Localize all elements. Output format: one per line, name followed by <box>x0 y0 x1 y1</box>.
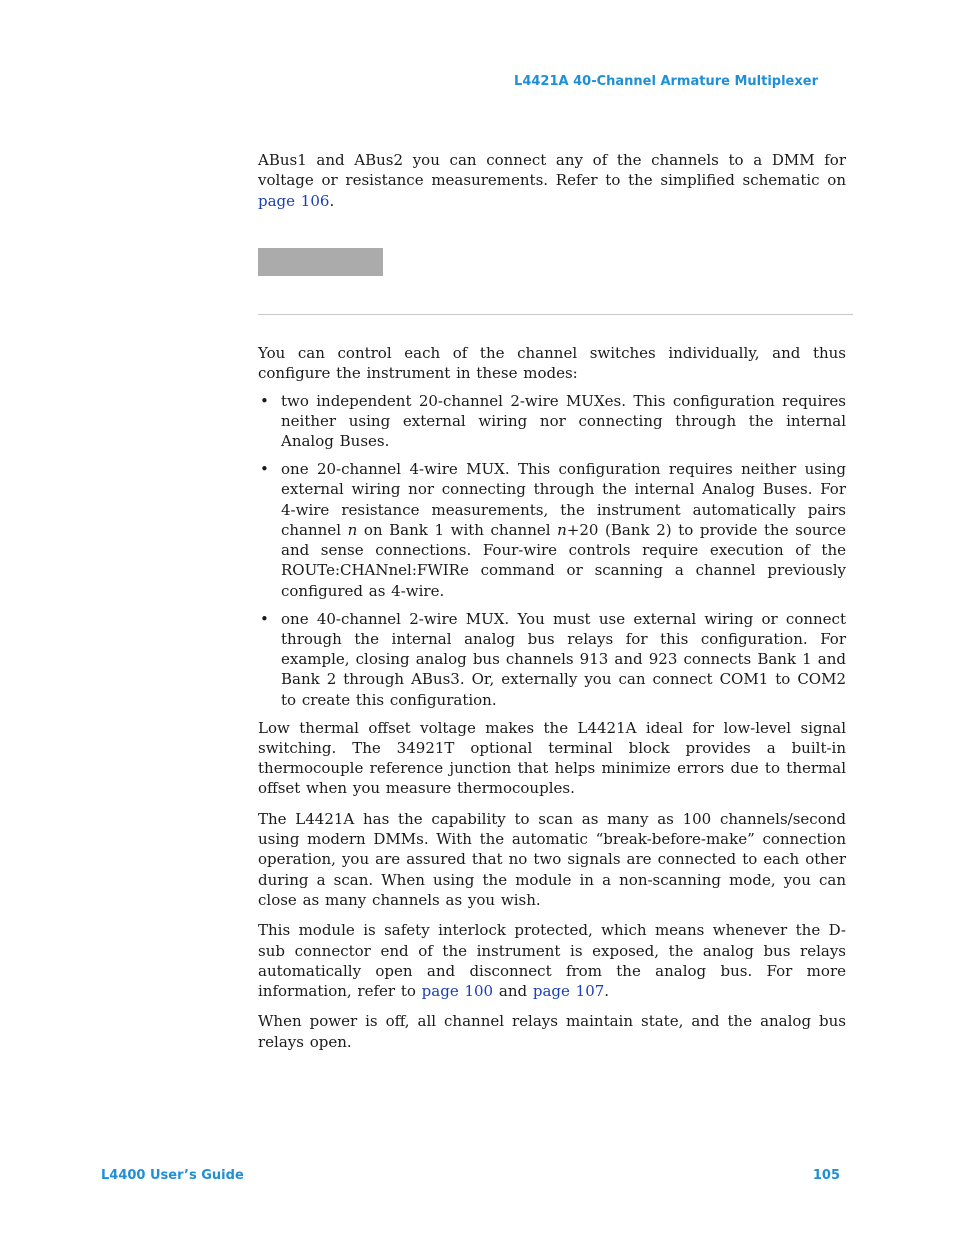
bullet-icon: • <box>260 459 269 478</box>
bullet-icon: • <box>260 391 269 410</box>
footer-page-number: 105 <box>812 1168 840 1183</box>
running-header: L4421A 40-Channel Armature Multiplexer <box>514 74 818 89</box>
intro-text: ABus1 and ABus2 you can connect any of the channels to a DMM for voltage or resistance measurements. Refer to the simplified schematic on <box>258 151 846 190</box>
interlock-mid: and <box>493 982 533 1001</box>
list-item <box>258 609 846 710</box>
bullet-icon: • <box>260 609 269 628</box>
mode-4wire-text-c: +20 (Bank 2) to provide the source and sense connections. Four-wire controls require execution of the ROUTe:CHANnel:FWIRe command or scanning a channel previously configured as 4-wire. <box>281 520 846 600</box>
main-body <box>258 343 846 1052</box>
page-107-link[interactable]: page 107 <box>532 982 605 1001</box>
intro-paragraph <box>258 150 846 211</box>
mode-two-mux-text: two independent 20-channel 2-wire MUXes. This configuration requires neither using external wiring nor connecting through the internal Analog Buses. <box>281 391 846 451</box>
page-106-link[interactable]: page 106 <box>258 191 330 210</box>
list-item <box>258 391 846 452</box>
modes-list <box>258 391 846 710</box>
mode-4wire-text-a: one 20-channel 4-wire MUX. This configuration requires neither using external wiring nor connecting through the internal Analog Buses. For 4-wire resistance measurements, the instrument automatically pairs channel <box>281 459 846 539</box>
note-label-box <box>258 248 383 276</box>
section-divider <box>258 314 853 315</box>
thermal-paragraph: Low thermal offset voltage makes the L4421A ideal for low-level signal switching. The 34921T optional terminal block provides a built-in thermocouple reference junction that helps minimize errors due to thermal offset when you measure thermocouples. <box>258 718 846 798</box>
modes-intro-paragraph: You can control each of the channel switches individually, and thus configure the instrument in these modes: <box>258 344 846 383</box>
intro-section <box>258 150 846 211</box>
scan-paragraph: The L4421A has the capability to scan as many as 100 channels/second using modern DMMs. With the automatic “break-before-make” connection operation, you are assured that no two signals are connected to each other during a scan. When using the module in a non-scanning mode, you can close as many channels as you wish. <box>258 809 846 909</box>
mode-40ch-mux-text: one 40-channel 2-wire MUX. You must use external wiring or connect through the internal analog bus relays for this configuration. For example, closing analog bus channels 913 and 923 connects Bank 1 and Bank 2 through ABus3. Or, externally you can connect COM1 to COM2 to create this configuration. <box>281 609 846 709</box>
interlock-paragraph <box>258 920 846 1001</box>
footer-guide-title: L4400 User’s Guide <box>101 1168 244 1183</box>
channel-n-variable: n <box>557 520 567 539</box>
interlock-text: This module is safety interlock protected, which means whenever the D-sub connector end of the instrument is exposed, the analog bus relays automatically open and disconnect from the analog bus. For more information, refer to <box>258 921 846 1001</box>
channel-n-variable: n <box>347 520 358 539</box>
page-100-link[interactable]: page 100 <box>421 982 494 1001</box>
interlock-end: . <box>604 982 610 1001</box>
power-paragraph: When power is off, all channel relays maintain state, and the analog bus relays open. <box>258 1012 846 1051</box>
list-item <box>258 459 846 601</box>
mode-4wire-text-b: on Bank 1 with channel <box>357 520 558 539</box>
intro-end: . <box>329 191 335 210</box>
